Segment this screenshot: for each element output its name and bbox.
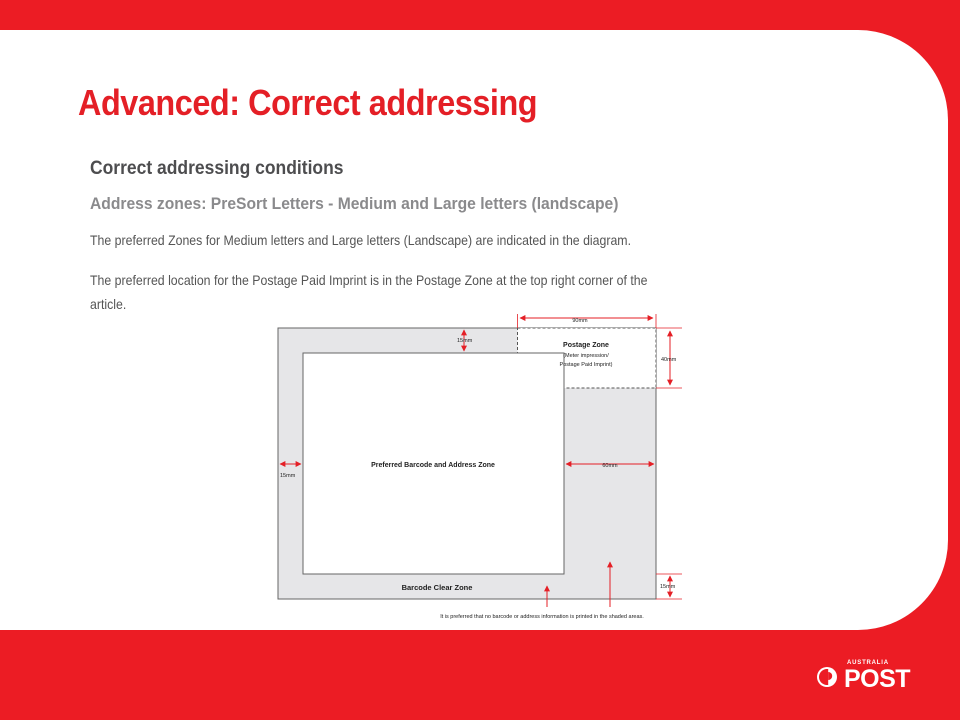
- logo-text-small: AUSTRALIA: [847, 660, 889, 666]
- slide-title: Advanced: Correct addressing: [78, 82, 538, 123]
- shaded-area-note: It is preferred that no barcode or address information is printed in the shaded areas.: [440, 614, 644, 620]
- australia-post-logo: [816, 660, 916, 692]
- zones-heading: Address zones: PreSort Letters - Medium and Large letters (landscape): [90, 194, 619, 213]
- postage-zone-sub2: Postage Paid Imprint): [559, 362, 613, 368]
- dim-15-bottom-label: 15mm: [660, 584, 676, 590]
- dim-15-left-label: 15mm: [280, 473, 296, 479]
- paragraph-postage: The preferred location for the Postage Paid Imprint is in the Postage Zone at the top right corner of the article.: [90, 272, 648, 312]
- post-logo-icon: [816, 666, 838, 688]
- dim-40-label: 40mm: [661, 357, 677, 363]
- dim-60-label: 60mm: [602, 463, 618, 469]
- postage-zone-title: Postage Zone: [563, 342, 609, 349]
- address-zone-label: Preferred Barcode and Address Zone: [371, 462, 495, 469]
- postage-zone-sub1: (Meter impression/: [563, 353, 609, 359]
- dim-90-label: 90mm: [572, 318, 588, 324]
- barcode-clear-zone-label: Barcode Clear Zone: [401, 583, 473, 592]
- dim-15-top-label: 15mm: [457, 338, 473, 344]
- paragraph-zones: The preferred Zones for Medium letters and Large letters (Landscape) are indicated in the diagram.: [90, 232, 632, 248]
- section-subtitle: Correct addressing conditions: [90, 158, 344, 179]
- address-zones-diagram: [272, 312, 692, 629]
- logo-text-big: POST: [844, 665, 911, 693]
